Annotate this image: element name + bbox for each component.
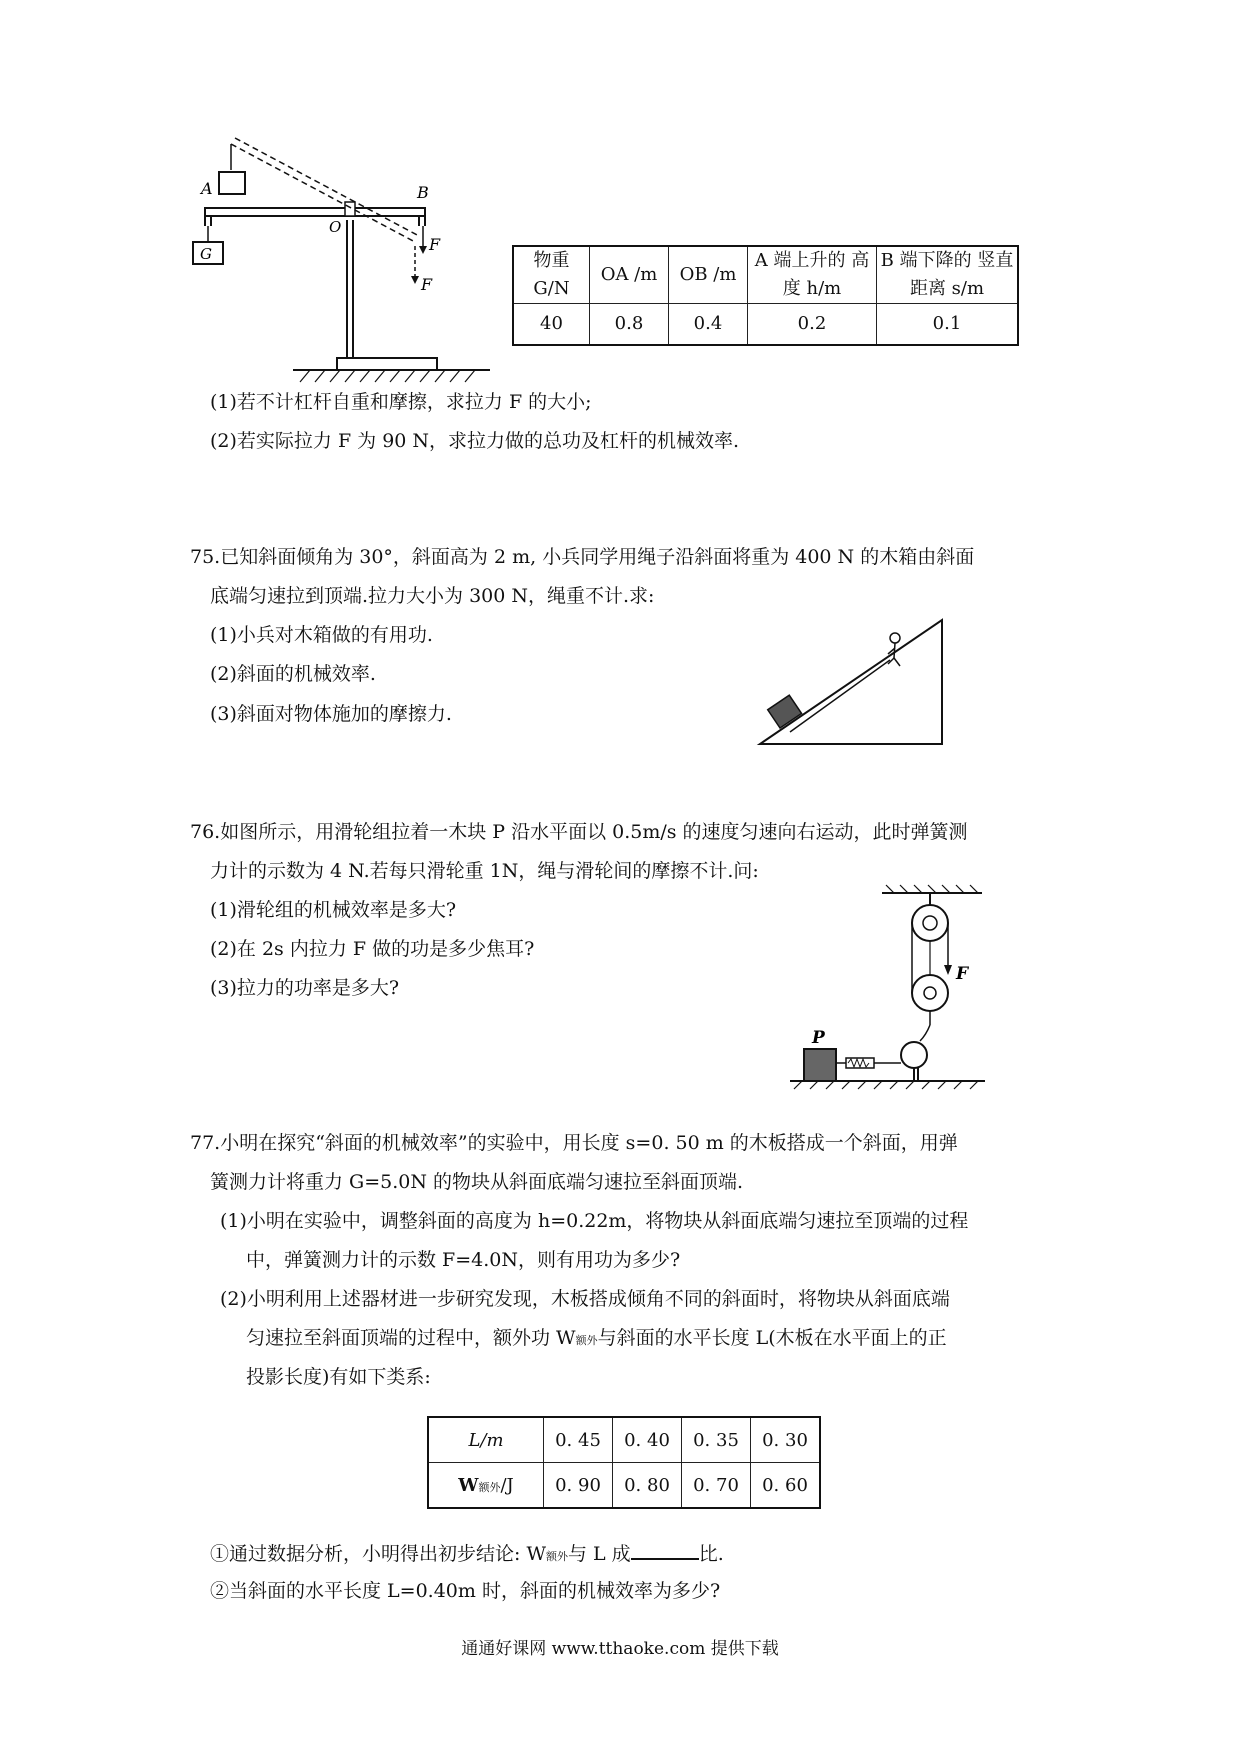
q77-p2-line2-a: 匀速拉至斜面顶端的过程中，额外功 W: [246, 1327, 576, 1349]
label-o: O: [329, 218, 342, 236]
table-cell: 0. 35: [682, 1417, 751, 1463]
q75-sub3: (3)斜面对物体施加的摩擦力.: [210, 703, 452, 725]
label-f: F: [956, 964, 969, 984]
q75-sub1: (1)小兵对木箱做的有用功.: [210, 624, 433, 646]
answer-blank[interactable]: [631, 1538, 699, 1560]
pulley-figure: [790, 885, 995, 1090]
q77-p1-line2: 中，弹簧测力计的示数 F=4.0N，则有用功为多少?: [246, 1249, 681, 1271]
label-f1: F: [429, 235, 441, 254]
table-header: B 端下降的 竖直距离 s/m: [877, 246, 1019, 304]
q77-c1-b: 与 L 成: [567, 1543, 631, 1565]
table-cell: 0. 45: [544, 1417, 613, 1463]
table-cell: 0. 70: [682, 1463, 751, 1509]
table-cell: 40: [513, 304, 590, 346]
incline-figure: [750, 600, 950, 748]
table-header: OB /m: [669, 246, 748, 304]
q76-sub2: (2)在 2s 内拉力 F 做的功是多少焦耳?: [210, 938, 535, 960]
q77-line1: 77.小明在探究“斜面的机械效率”的实验中，用长度 s=0. 50 m 的木板搭成一个斜面，用弹: [190, 1132, 958, 1154]
q76-line2: 力计的示数为 4 N.若每只滑轮重 1N，绳与滑轮间的摩擦不计.问:: [210, 860, 759, 882]
label-g: G: [200, 245, 212, 263]
table-row-label: [428, 1463, 544, 1509]
q77-p2-line1: (2)小明利用上述器材进一步研究发现，木板搭成倾角不同的斜面时，将物块从斜面底端: [220, 1288, 950, 1310]
page-footer: 通通好课网 www.tthaoke.com 提供下载: [461, 1639, 779, 1659]
table-cell: 0. 60: [751, 1463, 821, 1509]
table-cell: 0.4: [669, 304, 748, 346]
q77-p2-line3: 投影长度)有如下类系:: [246, 1366, 431, 1388]
unit-joule: /J: [500, 1474, 514, 1496]
q75-line1: 75.已知斜面倾角为 30°，斜面高为 2 m, 小兵同学用绳子沿斜面将重为 400 N 的木箱由斜面: [190, 546, 975, 568]
q77-line2: 簧测力计将重力 G=5.0N 的物块从斜面底端匀速拉至斜面顶端.: [210, 1171, 744, 1193]
table-cell: 0. 90: [544, 1463, 613, 1509]
table-row-label: L/m: [428, 1417, 544, 1463]
q74-sub2: (2)若实际拉力 F 为 90 N，求拉力做的总功及杠杆的机械效率.: [210, 430, 740, 452]
q75-line2: 底端匀速拉到顶端.拉力大小为 300 N，绳重不计.求:: [210, 585, 655, 607]
q77-c1-a: ①通过数据分析，小明得出初步结论: W: [210, 1543, 546, 1565]
w-extra-subscript: 额外: [575, 1334, 598, 1347]
table-header: 物重 G/N: [513, 246, 590, 304]
table-cell: 0. 80: [613, 1463, 682, 1509]
q77-p2-line2: [246, 1324, 947, 1355]
table-cell: 0.1: [877, 304, 1019, 346]
extra-work-table: [427, 1416, 821, 1509]
table-header: OA /m: [590, 246, 669, 304]
w-symbol: W: [458, 1474, 479, 1496]
label-b: B: [417, 183, 429, 202]
table-cell: 0.8: [590, 304, 669, 346]
label-p: P: [812, 1028, 825, 1048]
q75-sub2: (2)斜面的机械效率.: [210, 663, 376, 685]
q77-p1-line1: (1)小明在实验中，调整斜面的高度为 h=0.22m，将物块从斜面底端匀速拉至顶端的过程: [220, 1210, 969, 1232]
q77-conclusion-2: ②当斜面的水平长度 L=0.40m 时，斜面的机械效率为多少?: [210, 1580, 721, 1602]
label-a: A: [201, 179, 213, 198]
table-cell: 0. 30: [751, 1417, 821, 1463]
q76-line1: 76.如图所示，用滑轮组拉着一木块 P 沿水平面以 0.5m/s 的速度匀速向右运动，此时弹簧测: [190, 821, 968, 843]
label-f2: F: [421, 275, 433, 294]
q74-sub1: (1)若不计杠杆自重和摩擦，求拉力 F 的大小;: [210, 391, 592, 413]
lever-figure: [200, 150, 505, 385]
q77-c1-c: 比.: [698, 1543, 724, 1565]
table-header: A 端上升的 高度 h/m: [748, 246, 877, 304]
lever-data-table: [512, 245, 1019, 346]
table-cell: 0. 40: [613, 1417, 682, 1463]
w-extra-subscript: 额外: [545, 1550, 568, 1563]
q76-sub3: (3)拉力的功率是多大?: [210, 977, 400, 999]
q77-p2-line2-b: 与斜面的水平长度 L(木板在水平面上的正: [597, 1327, 947, 1349]
q76-sub1: (1)滑轮组的机械效率是多大?: [210, 899, 457, 921]
w-extra-subscript: 额外: [478, 1480, 501, 1494]
table-cell: 0.2: [748, 304, 877, 346]
q77-conclusion-1: [210, 1538, 724, 1571]
